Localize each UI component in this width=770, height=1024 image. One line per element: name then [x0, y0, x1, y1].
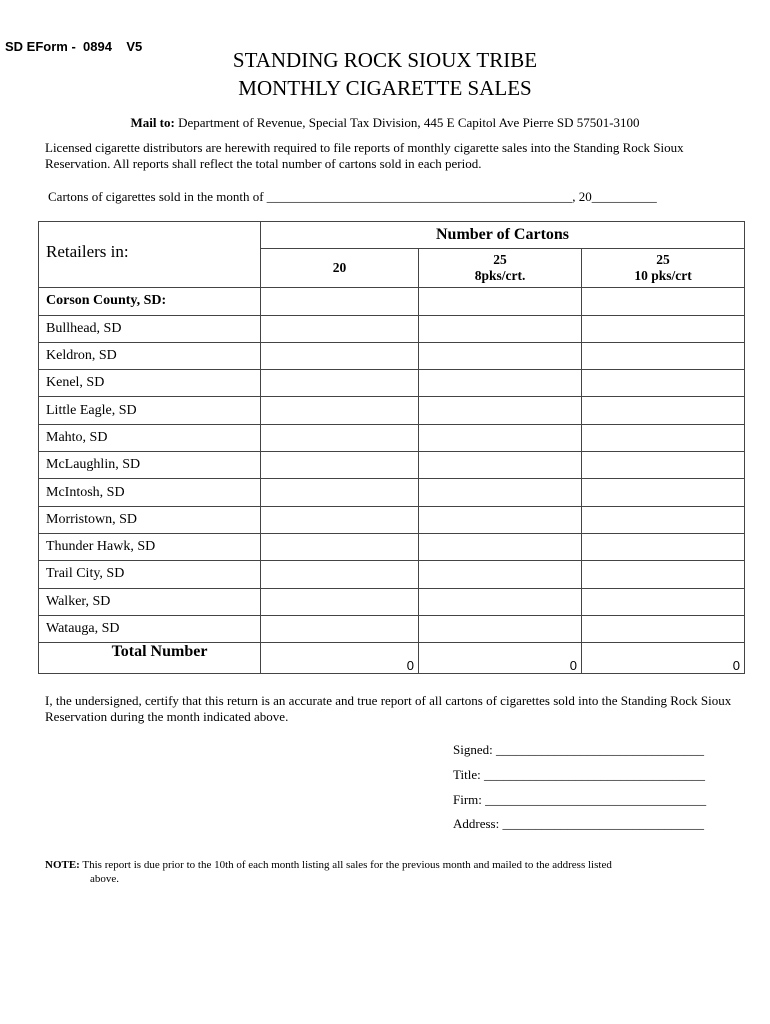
cell-input[interactable] [261, 615, 419, 642]
town-label: Trail City, SD [39, 561, 261, 588]
cell-input[interactable] [261, 479, 419, 506]
cell-input[interactable] [582, 615, 745, 642]
town-label: Thunder Hawk, SD [39, 533, 261, 560]
certification-text: I, the undersigned, certify that this return is an accurate and true report of all cartons of cigarettes sold into the Standing Rock Sioux Reservation during the month indicated above. [45, 693, 732, 724]
cell-input[interactable] [419, 452, 582, 479]
intro-text: Licensed cigarette distributors are herewith required to file reports of monthly cigarette sales into the Standing Rock Sioux Reservation. All reports shall reflect the total number of cartons sold in each period. [45, 140, 684, 171]
cell-input[interactable] [261, 397, 419, 424]
cell-input[interactable] [261, 506, 419, 533]
cell-input[interactable] [582, 506, 745, 533]
cell-input[interactable] [419, 588, 582, 615]
cartons-table [38, 221, 745, 674]
cell-input[interactable] [261, 370, 419, 397]
firm-field[interactable]: Firm: __________________________________ [453, 792, 707, 807]
cell-input[interactable] [419, 424, 582, 451]
cell-input[interactable] [419, 342, 582, 369]
town-label: Little Eagle, SD [39, 397, 261, 424]
table-row [39, 615, 745, 642]
cell-input[interactable] [261, 288, 419, 315]
cell-input[interactable] [582, 370, 745, 397]
table-row [39, 506, 745, 533]
title-field[interactable]: Title: __________________________________ [453, 767, 705, 782]
town-label: Mahto, SD [39, 424, 261, 451]
total-25-8pks: 0 [419, 643, 582, 674]
total-label: Total Number [39, 643, 261, 674]
note-line-1: This report is due prior to the 10th of each month listing all sales for the previous month and mailed to the address listed [82, 859, 612, 871]
cell-input[interactable] [582, 288, 745, 315]
cell-input[interactable] [582, 588, 745, 615]
county-row [39, 288, 745, 315]
mail-to-address: Department of Revenue, Special Tax Division, 445 E Capitol Ave Pierre SD 57501-3100 [178, 115, 640, 130]
town-label: Bullhead, SD [39, 315, 261, 342]
note-line-2: above. [90, 873, 120, 885]
total-25-10pks: 0 [582, 643, 745, 674]
column-header-25-8pks: 25 8pks/crt. [419, 249, 582, 288]
town-label: Keldron, SD [39, 342, 261, 369]
town-label: McIntosh, SD [39, 479, 261, 506]
cell-input[interactable] [582, 397, 745, 424]
mail-to-label: Mail to: [130, 115, 175, 130]
table-row [39, 479, 745, 506]
cell-input[interactable] [419, 615, 582, 642]
title-line-2: MONTHLY CIGARETTE SALES [238, 76, 532, 100]
cell-input[interactable] [582, 315, 745, 342]
table-row [39, 397, 745, 424]
cell-input[interactable] [419, 506, 582, 533]
cell-input[interactable] [261, 588, 419, 615]
cell-input[interactable] [261, 315, 419, 342]
cell-input[interactable] [419, 288, 582, 315]
form-id: SD EForm - 0894 V5 [5, 39, 143, 54]
table-row [39, 452, 745, 479]
address-field[interactable]: Address: _______________________________ [453, 816, 704, 831]
county-label: Corson County, SD: [39, 288, 261, 315]
town-label: Walker, SD [39, 588, 261, 615]
cell-input[interactable] [419, 315, 582, 342]
retailers-label: Retailers in: [39, 222, 261, 288]
column-header-20: 20 [261, 249, 419, 288]
town-label: McLaughlin, SD [39, 452, 261, 479]
note-label: NOTE: [45, 859, 80, 871]
column-header-25-10pks: 25 10 pks/crt [582, 249, 745, 288]
table-row [39, 424, 745, 451]
signed-field[interactable]: Signed: ________________________________ [453, 742, 704, 757]
cell-input[interactable] [582, 533, 745, 560]
cell-input[interactable] [261, 342, 419, 369]
cell-input[interactable] [261, 561, 419, 588]
cell-input[interactable] [582, 479, 745, 506]
month-line[interactable]: Cartons of cigarettes sold in the month of _______________________________________________, 20__________ [48, 189, 657, 204]
town-label: Watauga, SD [39, 615, 261, 642]
cell-input[interactable] [419, 397, 582, 424]
total-20: 0 [261, 643, 419, 674]
table-row [39, 588, 745, 615]
cell-input[interactable] [419, 561, 582, 588]
mail-to [0, 115, 770, 131]
table-row [39, 315, 745, 342]
table-row [39, 370, 745, 397]
cell-input[interactable] [261, 533, 419, 560]
title-line-1: STANDING ROCK SIOUX TRIBE [232, 48, 538, 72]
cell-input[interactable] [419, 370, 582, 397]
total-row [39, 643, 745, 674]
cell-input[interactable] [419, 533, 582, 560]
town-label: Morristown, SD [39, 506, 261, 533]
cell-input[interactable] [261, 424, 419, 451]
note [45, 858, 725, 886]
cell-input[interactable] [419, 479, 582, 506]
cell-input[interactable] [582, 424, 745, 451]
cell-input[interactable] [261, 452, 419, 479]
cell-input[interactable] [582, 561, 745, 588]
table-row [39, 342, 745, 369]
table-row [39, 533, 745, 560]
table-row [39, 561, 745, 588]
cartons-header: Number of Cartons [261, 222, 745, 249]
cell-input[interactable] [582, 452, 745, 479]
town-label: Kenel, SD [39, 370, 261, 397]
cell-input[interactable] [582, 342, 745, 369]
